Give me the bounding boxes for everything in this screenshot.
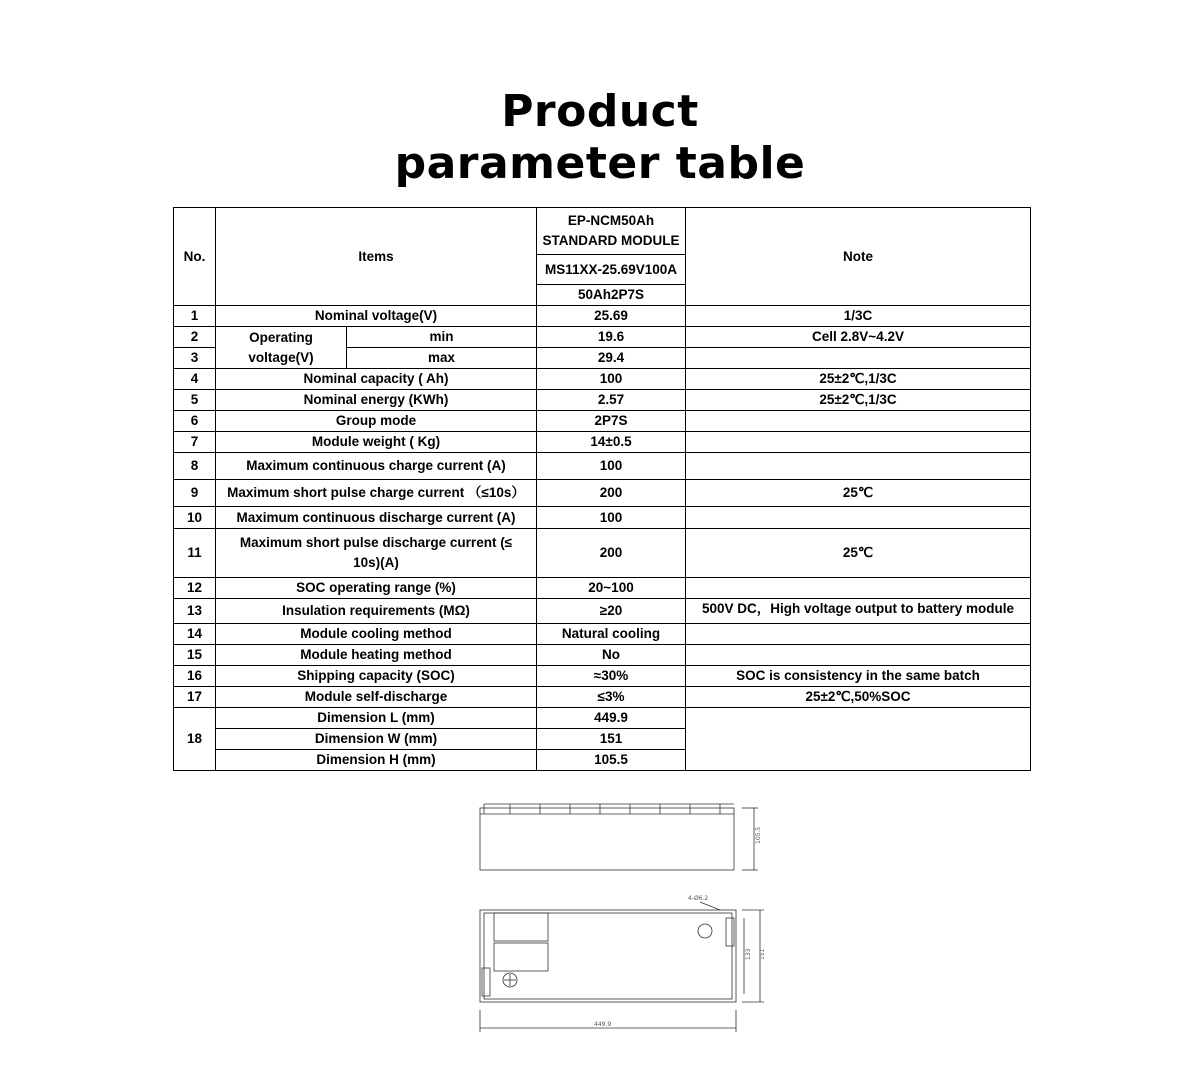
row-value: 29.4 [537,348,686,369]
row-note [686,453,1031,480]
dim-length: 449.9 [594,1021,612,1028]
row-number: 13 [174,599,216,624]
row-number: 12 [174,578,216,599]
table-row [174,645,1031,666]
row-value: 151 [537,729,686,750]
row-note [686,411,1031,432]
row-number: 5 [174,390,216,411]
row-value: ≥20 [537,599,686,624]
row-note [686,578,1031,599]
row-value: 100 [537,453,686,480]
row-number: 9 [174,480,216,507]
row-item: Nominal energy (KWh) [216,390,537,411]
row-number: 7 [174,432,216,453]
row-number: 14 [174,624,216,645]
row-note: 25℃ [686,529,1031,578]
row-item: Dimension W (mm) [216,729,537,750]
table-row [174,529,1031,578]
row-note: 1/3C [686,306,1031,327]
row-item: Shipping capacity (SOC) [216,666,537,687]
row-value: 200 [537,480,686,507]
title-line-1: Product [501,86,699,137]
row-note: 25±2℃,1/3C [686,369,1031,390]
header-model-code: MS11XX-25.69V100A [537,255,686,285]
table-row [174,432,1031,453]
row-item: SOC operating range (%) [216,578,537,599]
row-value: 2P7S [537,411,686,432]
table-row [174,578,1031,599]
row-value: 200 [537,529,686,578]
table-row [174,390,1031,411]
row-value: 100 [537,507,686,529]
table-row [174,708,1031,729]
row-item: Module self-discharge [216,687,537,708]
row-note [686,645,1031,666]
table-row [174,599,1031,624]
row-group-label: Operating voltage(V) [216,327,347,369]
row-note [686,507,1031,529]
row-number: 16 [174,666,216,687]
table-row [174,369,1031,390]
dim-inner-width: 133 [745,948,752,960]
row-number: 4 [174,369,216,390]
row-item: Group mode [216,411,537,432]
row-value: 100 [537,369,686,390]
row-value: 25.69 [537,306,686,327]
row-value: 20~100 [537,578,686,599]
row-item: Maximum continuous discharge current (A) [216,507,537,529]
row-value: ≤3% [537,687,686,708]
row-sub-item: max [347,348,537,369]
row-note: 25℃ [686,480,1031,507]
table-row [174,666,1031,687]
row-item: Dimension L (mm) [216,708,537,729]
row-number: 6 [174,411,216,432]
row-note: Cell 2.8V~4.2V [686,327,1031,348]
row-number: 11 [174,529,216,578]
row-note: 500V DC，High voltage output to battery module [686,599,1031,624]
dim-height: 105.5 [755,826,762,844]
side-view [480,804,758,870]
row-value: ≈30% [537,666,686,687]
row-value: Natural cooling [537,624,686,645]
row-number: 10 [174,507,216,529]
row-value: 449.9 [537,708,686,729]
row-note: 25±2℃,1/3C [686,390,1031,411]
page-title [0,86,1200,190]
row-item: Insulation requirements (MΩ) [216,599,537,624]
header-model-config: 50Ah2P7S [537,285,686,306]
row-item: Module cooling method [216,624,537,645]
table-row [174,327,1031,348]
table-row [174,453,1031,480]
row-note: SOC is consistency in the same batch [686,666,1031,687]
table-row [174,411,1031,432]
module-technical-drawing [470,800,770,1040]
title-line-2: parameter table [394,138,806,189]
row-item: Maximum continuous charge current (A) [216,453,537,480]
row-note: 25±2℃,50%SOC [686,687,1031,708]
table-row [174,507,1031,529]
row-item: Module weight ( Kg) [216,432,537,453]
row-item: Module heating method [216,645,537,666]
top-view [480,902,764,1032]
row-item: Nominal voltage(V) [216,306,537,327]
parameter-table [173,207,1031,771]
row-note [686,432,1031,453]
row-note [686,348,1031,369]
row-sub-item: min [347,327,537,348]
table-row [174,480,1031,507]
row-number: 18 [174,708,216,771]
header-items: Items [216,208,537,306]
row-value: No [537,645,686,666]
row-number: 17 [174,687,216,708]
row-number: 15 [174,645,216,666]
row-item: Dimension H (mm) [216,750,537,771]
header-no: No. [174,208,216,306]
row-value: 105.5 [537,750,686,771]
table-row [174,306,1031,327]
row-item: Nominal capacity ( Ah) [216,369,537,390]
row-note [686,708,1031,771]
row-value: 19.6 [537,327,686,348]
table-row [174,687,1031,708]
header-note: Note [686,208,1031,306]
row-number: 1 [174,306,216,327]
header-model: EP-NCM50Ah STANDARD MODULE [537,208,686,255]
row-number: 8 [174,453,216,480]
row-number: 2 [174,327,216,348]
row-number: 3 [174,348,216,369]
dim-outer-width: 151 [759,948,766,960]
row-item: Maximum short pulse charge current （≤10s） [216,480,537,507]
row-value: 2.57 [537,390,686,411]
row-item: Maximum short pulse discharge current (≤ 10s)(A) [216,529,537,578]
row-note [686,624,1031,645]
dim-hole: 4-Ø6.2 [688,895,709,902]
row-value: 14±0.5 [537,432,686,453]
table-row [174,624,1031,645]
